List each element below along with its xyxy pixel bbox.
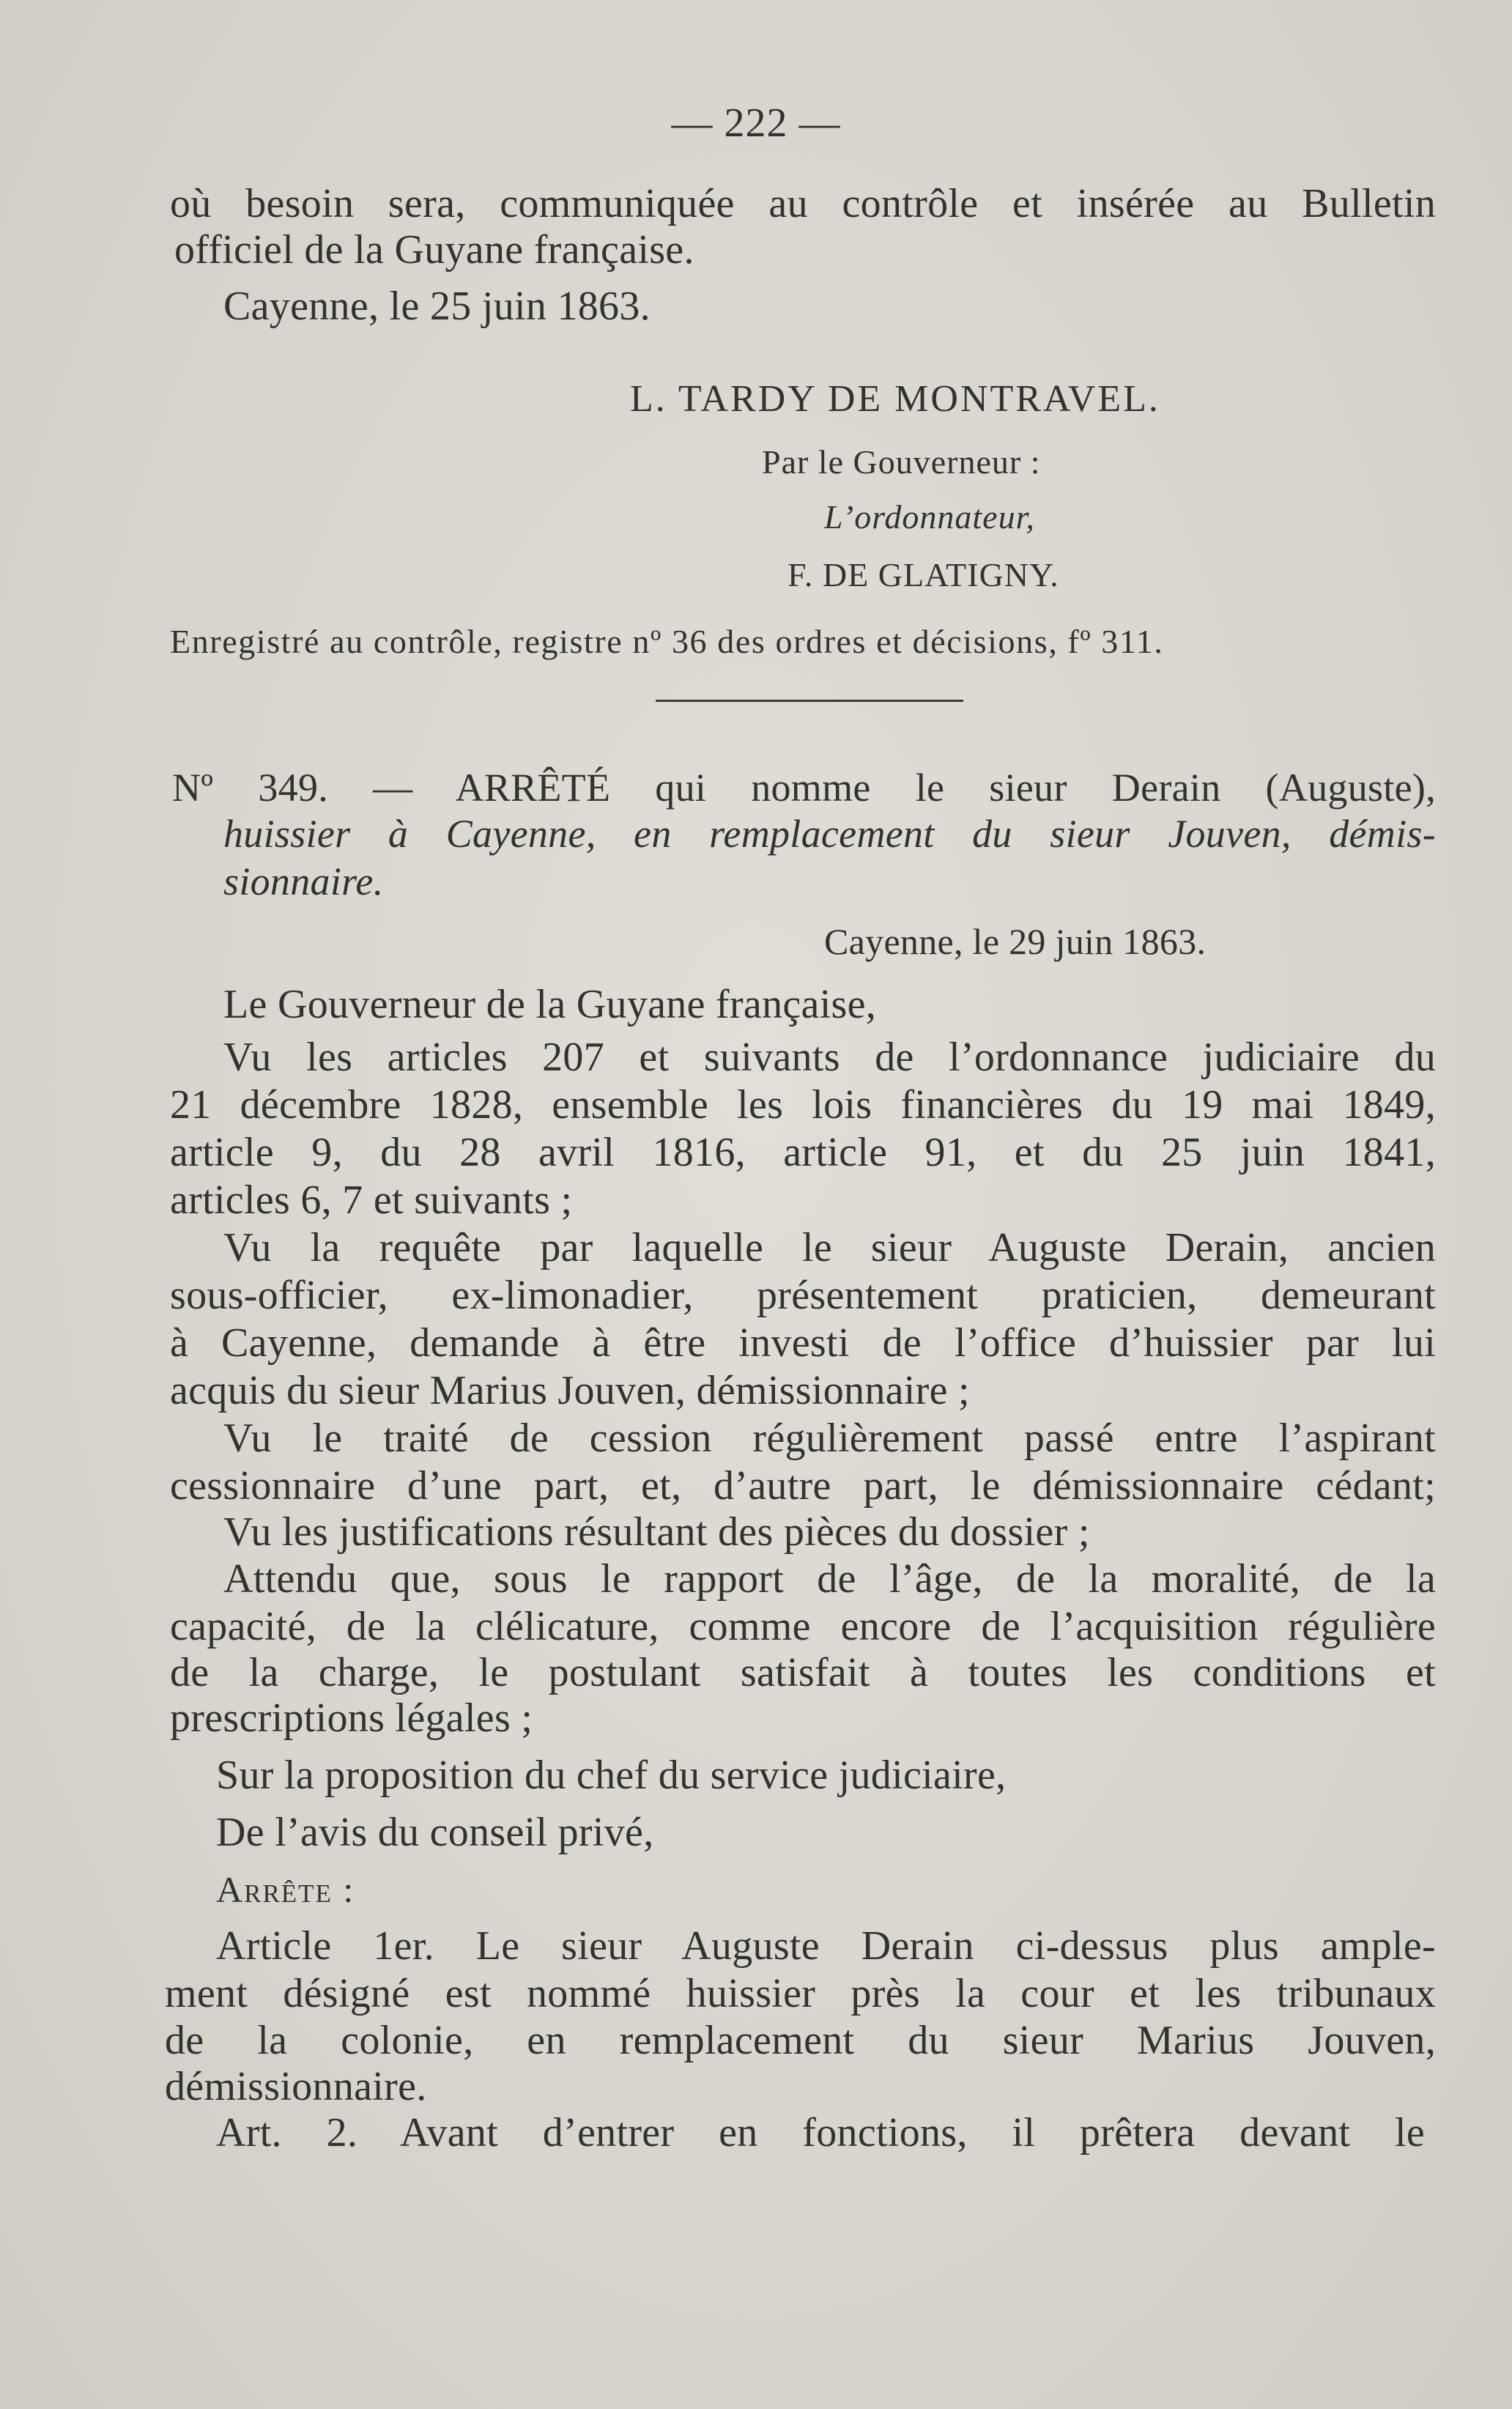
body-line-8: acquis du sieur Marius Jouven, démissionnaire ; (170, 1368, 970, 1413)
body-line-15: prescriptions légales ; (170, 1695, 533, 1741)
article-line-3: de la colonie, en remplacement du sieur Marius Jouven, (165, 2018, 1436, 2063)
dateline-1: Cayenne, le 25 juin 1863. (223, 284, 651, 329)
arrete-heading: Arrête : (216, 1869, 355, 1910)
body-line-7: à Cayenne, demande à être investi de l’office d’huissier par lui (170, 1320, 1436, 1366)
page-number: — 222 — (671, 100, 841, 146)
governor-intro: Le Gouverneur de la Guyane française, (223, 982, 877, 1027)
dateline-2: Cayenne, le 29 juin 1863. (824, 921, 1207, 962)
signature-governor: L. TARDY DE MONTRAVEL. (630, 378, 1160, 420)
body-line-14: de la charge, le postulant satisfait à toutes les conditions et (170, 1650, 1436, 1695)
text-line-1: où besoin sera, communiquée au contrôle et insérée au Bulletin (170, 181, 1436, 226)
body-line-11: Vu les justifications résultant des pièces du dossier ; (223, 1509, 1090, 1555)
body-line-13: capacité, de la clélicature, comme encore de l’acquisition régulière (170, 1604, 1436, 1649)
body-line-3: article 9, du 28 avril 1816, article 91, et du 25 juin 1841, (170, 1130, 1436, 1175)
body-line-10: cessionnaire d’une part, et, d’autre part, le démissionnaire cédant; (170, 1463, 1436, 1509)
body-line-5: Vu la requête par laquelle le sieur Auguste Derain, ancien (223, 1225, 1436, 1270)
registration-note: Enregistré au contrôle, registre nº 36 des ordres et décisions, fº 311. (170, 623, 1164, 660)
body-line-9: Vu le traité de cession régulièrement passé entre l’aspirant (223, 1416, 1436, 1461)
signature-ordonnateur-name: F. DE GLATIGNY. (788, 556, 1059, 593)
decree-heading-line-2: huissier à Cayenne, en remplacement du sieur Jouven, démis- (223, 812, 1436, 856)
body-line-2: 21 décembre 1828, ensemble les lois financières du 19 mai 1849, (170, 1082, 1436, 1128)
article-line-4: démissionnaire. (165, 2064, 427, 2109)
article-line-1: Article 1er. Le sieur Auguste Derain ci-dessus plus ample- (216, 1923, 1436, 1969)
body-line-6: sous-officier, ex-limonadier, présentement praticien, demeurant (170, 1273, 1436, 1318)
body-line-17: De l’avis du conseil privé, (216, 1810, 654, 1855)
text-line-2: officiel de la Guyane française. (174, 227, 694, 273)
body-line-1: Vu les articles 207 et suivants de l’ordonnance judiciaire du (223, 1035, 1436, 1080)
article-line-5: Art. 2. Avant d’entrer en fonctions, il prêtera devant le (216, 2110, 1425, 2155)
signature-par-le-gouverneur: Par le Gouverneur : (762, 443, 1041, 481)
body-line-4: articles 6, 7 et suivants ; (170, 1177, 573, 1223)
section-divider (656, 700, 963, 702)
decree-heading-line-3: sionnaire. (223, 859, 384, 903)
body-line-16: Sur la proposition du chef du service judiciaire, (216, 1753, 1007, 1798)
body-line-12: Attendu que, sous le rapport de l’âge, de la moralité, de la (223, 1556, 1436, 1602)
decree-heading-line-1: Nº 349. — ARRÊTÉ qui nomme le sieur Derain (Auguste), (172, 766, 1436, 810)
signature-ordonnateur-title: L’ordonnateur, (824, 498, 1035, 536)
article-line-2: ment désigné est nommé huissier près la cour et les tribunaux (165, 1971, 1436, 2016)
